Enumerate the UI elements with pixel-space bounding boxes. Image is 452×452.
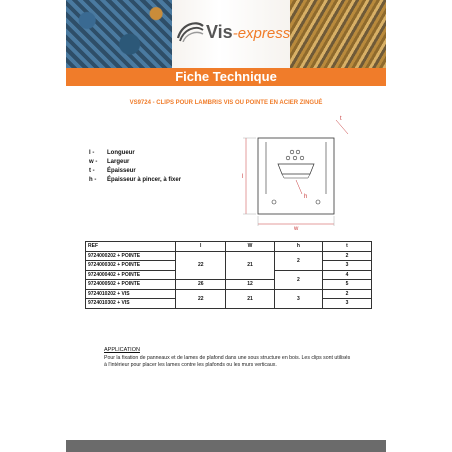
cell-ref: 9724000302 + POINTE <box>86 261 176 271</box>
header-banner <box>66 0 386 68</box>
dim-label-h: h <box>304 194 308 200</box>
dim-label-w: w <box>294 226 299 230</box>
legend-item-l <box>89 149 181 158</box>
product-title: VS9724 - CLIPS POUR LAMBRIS VIS OU POINTE EN ACIER ZINGUÉ <box>129 100 323 106</box>
cell-l: 22 <box>176 289 226 308</box>
tools-photo <box>66 0 172 68</box>
clip-technical-drawing <box>236 112 360 230</box>
hole <box>296 150 300 154</box>
table-header-row <box>86 242 372 252</box>
legend-label: Épaisseur à pincer, à fixer <box>107 177 182 183</box>
cell-t: 4 <box>322 270 371 280</box>
table-row <box>86 251 372 261</box>
legend-label: Épaisseur <box>107 168 136 174</box>
legend-key: h - <box>89 177 97 183</box>
hole <box>293 156 297 160</box>
application-title: APPLICATION <box>104 347 140 353</box>
cell-ref: 9724000402 + POINTE <box>86 270 176 280</box>
legend-item-h <box>89 176 181 185</box>
legend-key: l - <box>89 150 95 156</box>
col-header-l: l <box>176 242 226 252</box>
cell-l: 26 <box>176 280 226 290</box>
cell-w: 12 <box>226 280 274 290</box>
footer-bar <box>66 440 386 452</box>
legend-key: w - <box>89 159 98 165</box>
cell-h: 2 <box>274 251 322 270</box>
logo <box>172 0 290 68</box>
logo-text <box>206 22 290 43</box>
cell-w: 21 <box>226 251 274 280</box>
dim-label-l: l <box>242 174 244 180</box>
hole <box>300 156 304 160</box>
cell-t: 2 <box>322 289 371 299</box>
banner-title: Fiche Technique <box>66 68 386 86</box>
legend-label: Longueur <box>107 150 135 156</box>
cell-t: 5 <box>322 280 371 290</box>
logo-vis: Vis <box>206 22 233 42</box>
col-header-t: t <box>322 242 371 252</box>
legend-item-t <box>89 167 181 176</box>
cell-ref: 9724000502 + POINTE <box>86 280 176 290</box>
legend-item-w <box>89 158 181 167</box>
cell-ref: 9724010302 + VIS <box>86 299 176 309</box>
cell-h: 2 <box>274 270 322 289</box>
clip-tongue <box>278 164 314 174</box>
cell-ref: 9724010202 + VIS <box>86 289 176 299</box>
cell-h: 3 <box>274 289 322 308</box>
hole <box>290 150 294 154</box>
hole <box>286 156 290 160</box>
dimension-legend <box>89 149 181 185</box>
clip-slot <box>266 142 326 194</box>
cell-t: 3 <box>322 261 371 271</box>
cell-ref: 9724000202 + POINTE <box>86 251 176 261</box>
cell-t: 2 <box>322 251 371 261</box>
legend-label: Largeur <box>107 159 130 165</box>
col-header-w: W <box>226 242 274 252</box>
application-text: Pour la fixation de panneaux et de lames de plafond dans une sous structure en bois. Les clips sont utilisés à l'intérieur pour placer les lames contre les plafonds ou les murs verticaux. <box>104 355 351 369</box>
legend-key: t - <box>89 168 95 174</box>
logo-express: -express <box>232 25 291 42</box>
col-header-ref: REF <box>86 242 176 252</box>
cell-l: 22 <box>176 251 226 280</box>
screws-photo <box>290 0 386 68</box>
dim-label-t: t <box>340 116 342 122</box>
hole <box>272 200 276 204</box>
spec-table <box>85 241 372 309</box>
table-row <box>86 289 372 299</box>
cell-w: 21 <box>226 289 274 308</box>
cell-t: 3 <box>322 299 371 309</box>
hole <box>316 200 320 204</box>
table-row <box>86 280 372 290</box>
logo-swoosh-icon <box>176 20 204 42</box>
col-header-h: h <box>274 242 322 252</box>
clip-plate <box>258 138 334 214</box>
